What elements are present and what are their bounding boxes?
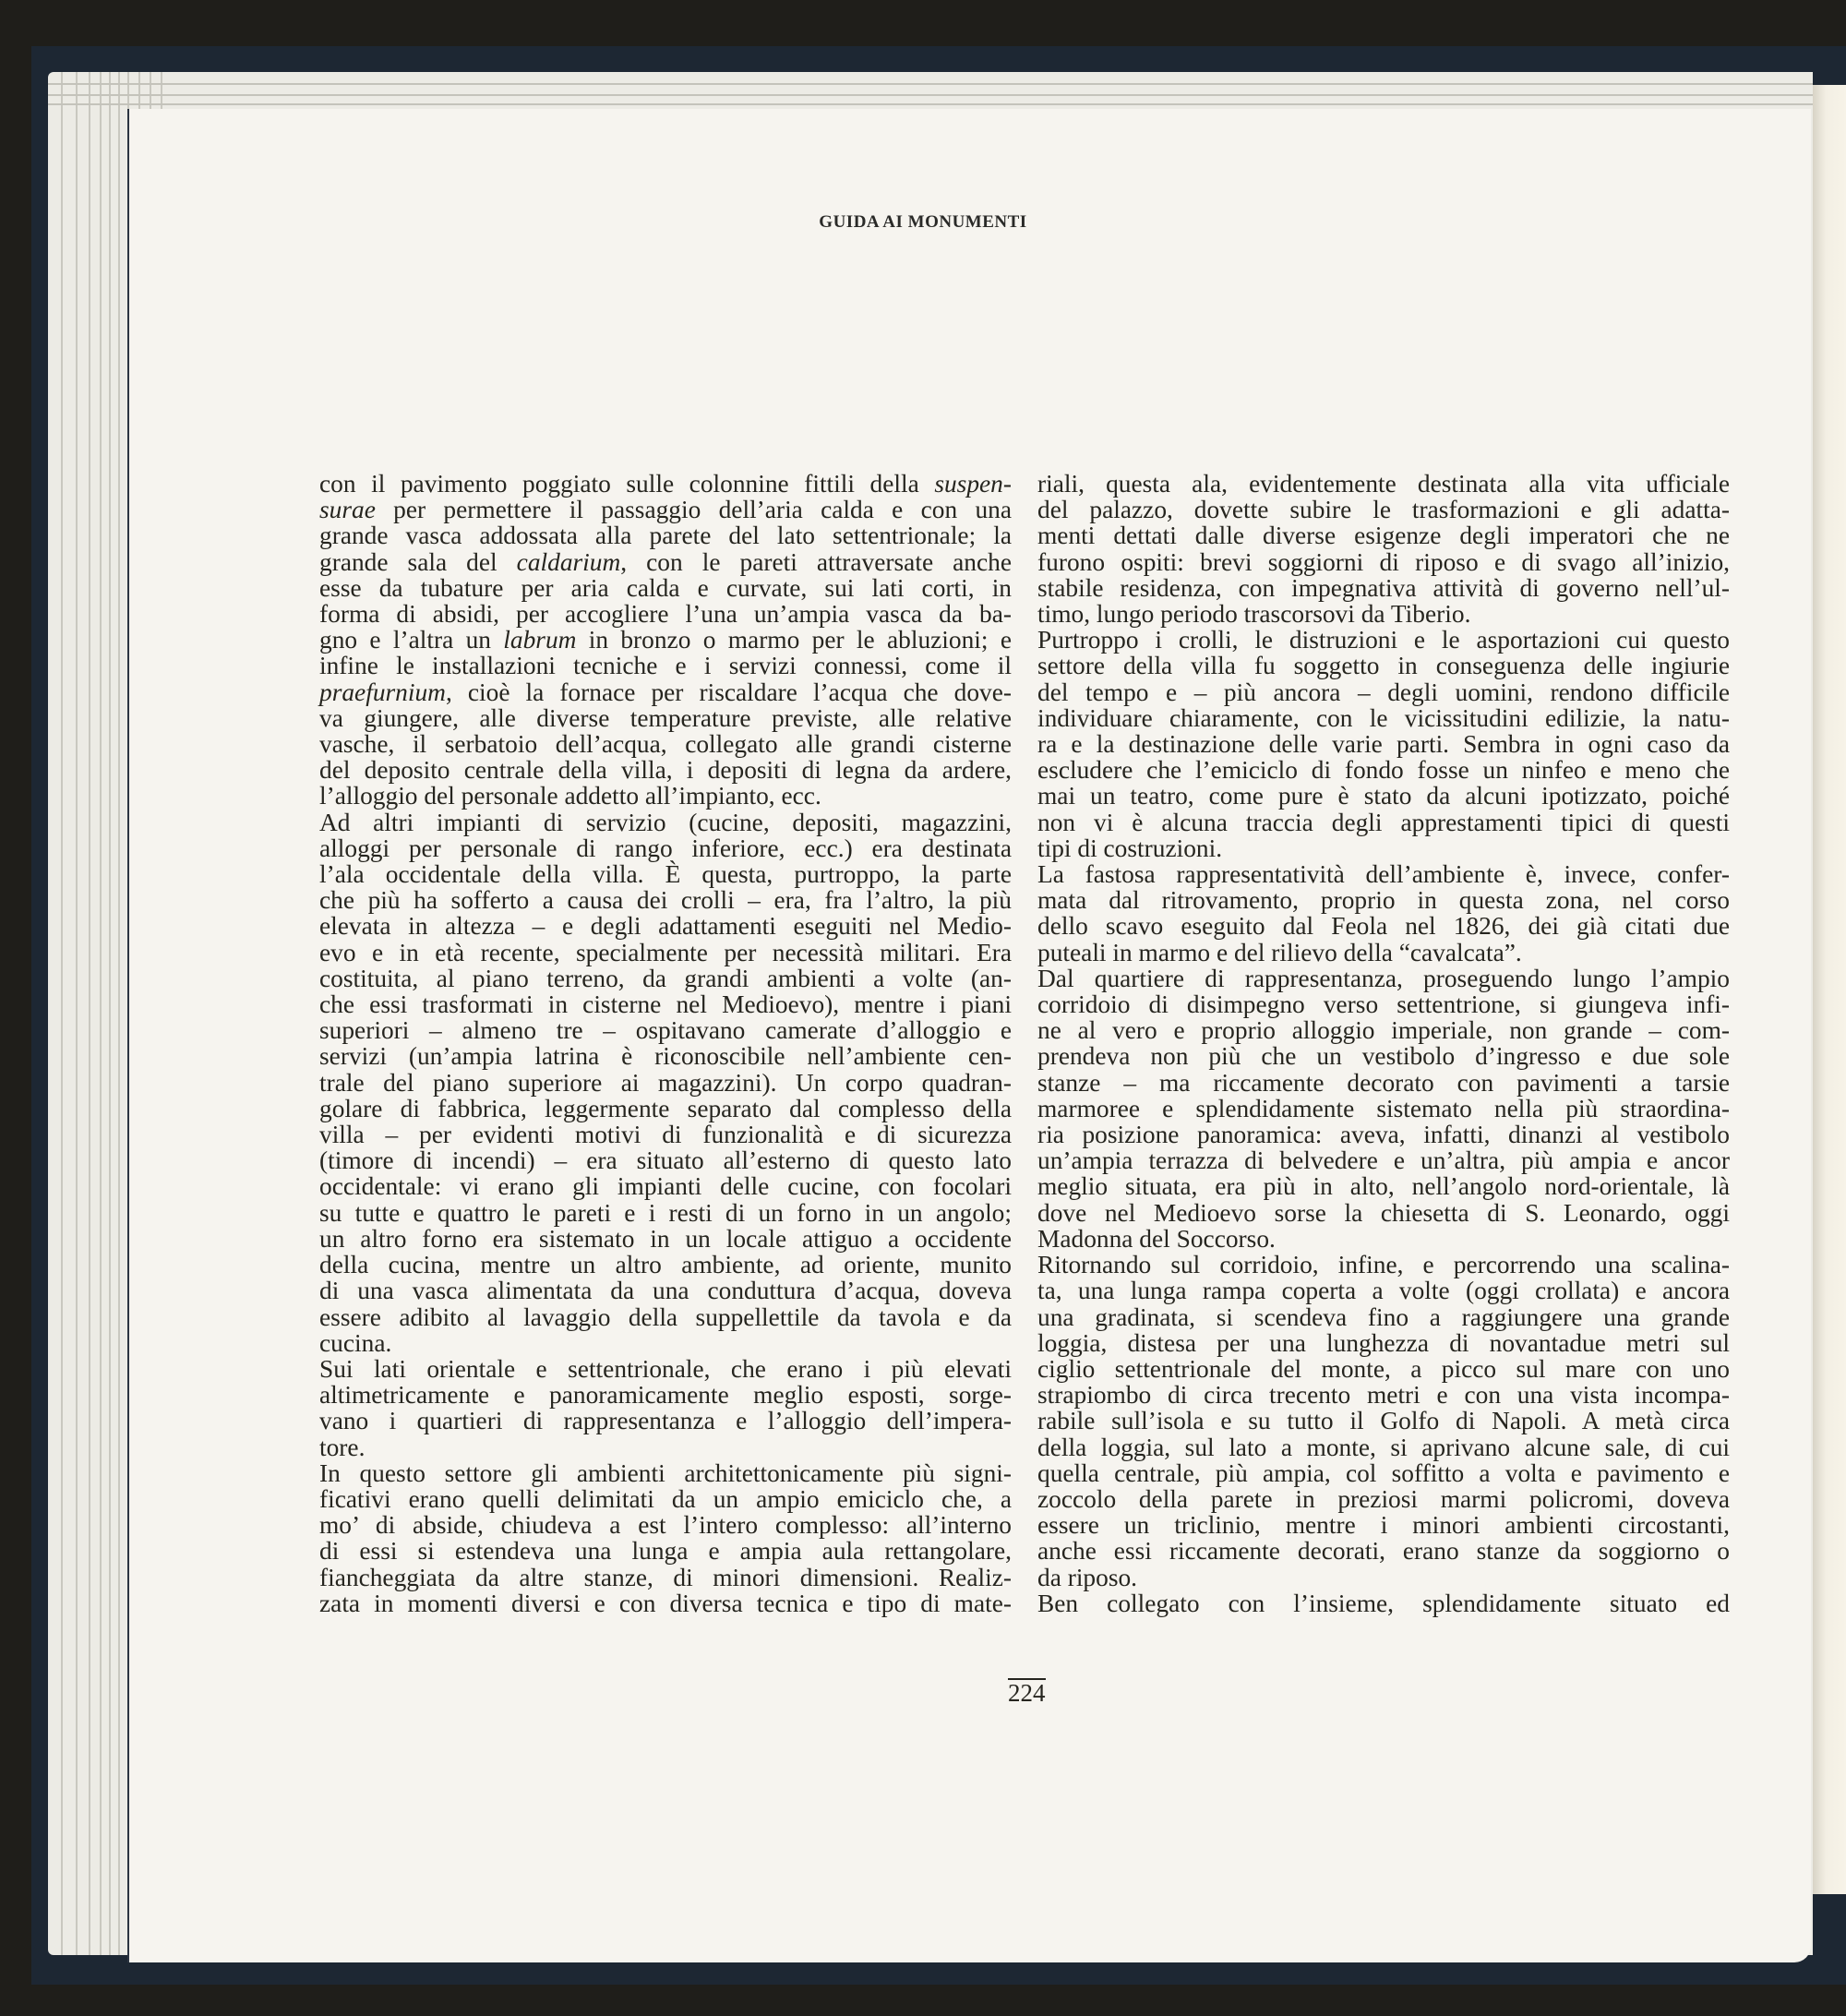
text-line: vasche, il serbatoio dell’acqua, collegato alle grandi cisterne xyxy=(319,730,1012,759)
text-line: meglio situata, era più in alto, nell’angolo nord-orientale, là xyxy=(1037,1172,1730,1201)
text-line: surae per permettere il passaggio dell’aria calda e con una xyxy=(319,496,1012,524)
running-head: GUIDA AI MONUMENTI xyxy=(819,212,1027,232)
text-line: settore della villa fu soggetto in conseguenza delle ingiurie xyxy=(1037,652,1730,680)
text-line: altimetricamente e panoramicamente meglio esposti, sorge- xyxy=(319,1381,1012,1410)
text-line: che più ha sofferto a causa dei crolli – era, fra l’altro, la più xyxy=(319,886,1012,915)
text-line: Dal quartiere di rappresentanza, proseguendo lungo l’ampio xyxy=(1037,964,1730,992)
text-line: In questo settore gli ambienti architettonicamente più signi- xyxy=(319,1458,1012,1487)
text-line: fiancheggiata da altre stanze, di minori dimensioni. Realiz- xyxy=(319,1563,1012,1591)
text-line: Ben collegato con l’insieme, splendidamente situato ed xyxy=(1037,1589,1730,1617)
text-line: trale del piano superiore ai magazzini). Un corpo quadran- xyxy=(319,1068,1012,1097)
text-line: di una vasca alimentata da una conduttura d’acqua, doveva xyxy=(319,1277,1012,1305)
text-line: su tutte e quattro le pareti e i resti di un forno in un angolo; xyxy=(319,1198,1012,1227)
text-line: zoccolo della parete in preziosi marmi policromi, doveva xyxy=(1037,1484,1730,1513)
text-line: che essi trasformati in cisterne nel Medioevo), mentre i piani xyxy=(319,990,1012,1019)
text-line: non vi è alcuna traccia degli apprestamenti tipici di questi xyxy=(1037,808,1730,836)
text-line: del tempo e – più ancora – degli uomini, rendono difficile xyxy=(1037,678,1730,706)
text-line: essere adibito al lavaggio della suppellettile da tavola e da xyxy=(319,1302,1012,1331)
text-line: praefurnium, cioè la fornace per riscaldare l’acqua che dove- xyxy=(319,678,1012,706)
text-line: Madonna del Soccorso. xyxy=(1037,1224,1276,1253)
page-number: 224 xyxy=(1008,1679,1046,1707)
text-line: superiori – almeno tre – ospitavano camerate d’alloggio e xyxy=(319,1016,1012,1045)
text-line: golare di fabbrica, leggermente separato dal complesso della xyxy=(319,1094,1012,1122)
text-line: evo e in età recente, specialmente per necessità militari. Era xyxy=(319,938,1012,966)
text-line: l’ala occidentale della villa. È questa, purtroppo, la parte xyxy=(319,860,1012,889)
text-line: ciglio settentrionale del monte, a picco sul mare con uno xyxy=(1037,1354,1730,1383)
text-line: l’alloggio del personale addetto all’impianto, ecc. xyxy=(319,782,821,810)
text-line: Ritornando sul corridoio, infine, e percorrendo una scalina- xyxy=(1037,1251,1730,1279)
text-line: zata in momenti diversi e con diversa tecnica e tipo di mate- xyxy=(319,1589,1012,1617)
text-line: Ad altri impianti di servizio (cucine, depositi, magazzini, xyxy=(319,808,1012,836)
text-line: ta, una lunga rampa coperta a volte (oggi crollata) e ancora xyxy=(1037,1277,1730,1305)
text-line: furono ospiti: brevi soggiorni di riposo e di svago all’inizio, xyxy=(1037,547,1730,576)
text-line: La fastosa rappresentatività dell’ambiente è, invece, confer- xyxy=(1037,860,1730,889)
text-line: timo, lungo periodo trascorsovi da Tiberio. xyxy=(1037,600,1471,629)
text-line: prendeva non più che un vestibolo d’ingresso e due sole xyxy=(1037,1042,1730,1071)
text-line: gno e l’altra un labrum in bronzo o marmo per le abluzioni; e xyxy=(319,626,1012,654)
text-line: stanze – ma riccamente decorato con pavimenti a tarsie xyxy=(1037,1068,1730,1097)
text-column-right xyxy=(1037,471,1730,1616)
text-line: puteali in marmo e del rilievo della “cavalcata”. xyxy=(1037,938,1522,966)
text-line: grande vasca addossata alla parete del lato settentrionale; la xyxy=(319,522,1012,550)
text-line: del palazzo, dovette subire le trasformazioni e gli adatta- xyxy=(1037,496,1730,524)
text-line: quella centrale, più ampia, col soffitto a volta e pavimento e xyxy=(1037,1458,1730,1487)
text-line: forma di absidi, per accogliere l’una un’ampia vasca da ba- xyxy=(319,600,1012,629)
text-line: essere un triclinio, mentre i minori ambienti circostanti, xyxy=(1037,1511,1730,1540)
text-line: corridoio di disimpegno verso settentrione, si giungeva infi- xyxy=(1037,990,1730,1019)
text-line: occidentale: vi erano gli impianti delle cucine, con focolari xyxy=(319,1172,1012,1201)
text-line: alloggi per personale di rango inferiore, ecc.) era destinata xyxy=(319,834,1012,862)
text-line: della loggia, sul lato a monte, si aprivano alcune sale, di cui xyxy=(1037,1433,1730,1461)
text-line: grande sala del caldarium, con le pareti attraversate anche xyxy=(319,547,1012,576)
text-line: loggia, distesa per una lunghezza di novantadue metri sul xyxy=(1037,1328,1730,1357)
text-line: tipi di costruzioni. xyxy=(1037,834,1223,862)
text-line: escludere che l’emiciclo di fondo fosse un ninfeo e meno che xyxy=(1037,756,1730,785)
text-line: di essi si estendeva una lunga e ampia aula rettangolare, xyxy=(319,1537,1012,1566)
text-line: mai un teatro, come pure è stato da alcuni ipotizzato, poiché xyxy=(1037,782,1730,810)
text-line: va giungere, alle diverse temperature previste, alle relative xyxy=(319,703,1012,732)
text-line: marmoree e splendidamente sistemato nella più straordina- xyxy=(1037,1094,1730,1122)
text-column-left xyxy=(319,471,1012,1616)
text-line: rabile sull’isola e su tutto il Golfo di Napoli. A metà circa xyxy=(1037,1407,1730,1435)
text-line: (timore di incendi) – era situato all’esterno di questo lato xyxy=(319,1146,1012,1175)
text-line: un’ampia terrazza di belvedere e un’altra, più ampia e ancor xyxy=(1037,1146,1730,1175)
text-line: villa – per evidenti motivi di funzionalità e di sicurezza xyxy=(319,1121,1012,1149)
text-line: del deposito centrale della villa, i depositi di legna da ardere, xyxy=(319,756,1012,785)
text-line: vano i quartieri di rappresentanza e l’alloggio dell’impera- xyxy=(319,1407,1012,1435)
text-line: una gradinata, si scendeva fino a raggiungere una grande xyxy=(1037,1302,1730,1331)
text-line: costituita, al piano terreno, da grandi ambienti a volte (an- xyxy=(319,964,1012,992)
text-line: infine le installazioni tecniche e i servizi connessi, come il xyxy=(319,652,1012,680)
text-line: da riposo. xyxy=(1037,1563,1138,1591)
text-line: mo’ di abside, chiudeva a est l’intero complesso: all’interno xyxy=(319,1511,1012,1540)
text-line: dello scavo eseguito dal Feola nel 1826, dei già citati due xyxy=(1037,912,1730,941)
text-line: strapiombo di circa trecento metri e con una vista incompa- xyxy=(1037,1381,1730,1410)
text-line: elevata in altezza – e degli adattamenti eseguiti nel Medio- xyxy=(319,912,1012,941)
text-line: ra e la destinazione delle varie parti. Sembra in ogni caso da xyxy=(1037,730,1730,759)
text-line: tore. xyxy=(319,1433,366,1461)
text-line: con il pavimento poggiato sulle colonnine fittili della suspen- xyxy=(319,470,1012,498)
text-line: stabile residenza, con impegnativa attività di governo nell’ul- xyxy=(1037,573,1730,602)
text-line: esse da tubature per aria calda e curvate, sui lati corti, in xyxy=(319,573,1012,602)
text-line: un altro forno era sistemato in un locale attiguo a occidente xyxy=(319,1224,1012,1253)
text-line: cucina. xyxy=(319,1328,392,1357)
text-line: menti dettati dalle diverse esigenze degli imperatori che ne xyxy=(1037,522,1730,550)
text-line: Purtroppo i crolli, le distruzioni e le asportazioni cui questo xyxy=(1037,626,1730,654)
text-line: riali, questa ala, evidentemente destinata alla vita ufficiale xyxy=(1037,470,1730,498)
text-line: individuare chiaramente, con le vicissitudini edilizie, la natu- xyxy=(1037,703,1730,732)
text-line: ficativi erano quelli delimitati da un ampio emiciclo che, a xyxy=(319,1484,1012,1513)
text-line: Sui lati orientale e settentrionale, che erano i più elevati xyxy=(319,1354,1012,1383)
text-line: della cucina, mentre un altro ambiente, ad oriente, munito xyxy=(319,1251,1012,1279)
text-line: dove nel Medioevo sorse la chiesetta di S. Leonardo, oggi xyxy=(1037,1198,1730,1227)
text-line: servizi (un’ampia latrina è riconoscibile nell’ambiente cen- xyxy=(319,1042,1012,1071)
text-line: ria posizione panoramica: aveva, infatti, dinanzi al vestibolo xyxy=(1037,1121,1730,1149)
facing-page-edge xyxy=(1813,85,1846,1894)
text-line: ne al vero e proprio alloggio imperiale, non grande – com- xyxy=(1037,1016,1730,1045)
text-line: anche essi riccamente decorati, erano stanze da soggiorno o xyxy=(1037,1537,1730,1566)
text-line: mata dal ritrovamento, proprio in questa zona, nel corso xyxy=(1037,886,1730,915)
